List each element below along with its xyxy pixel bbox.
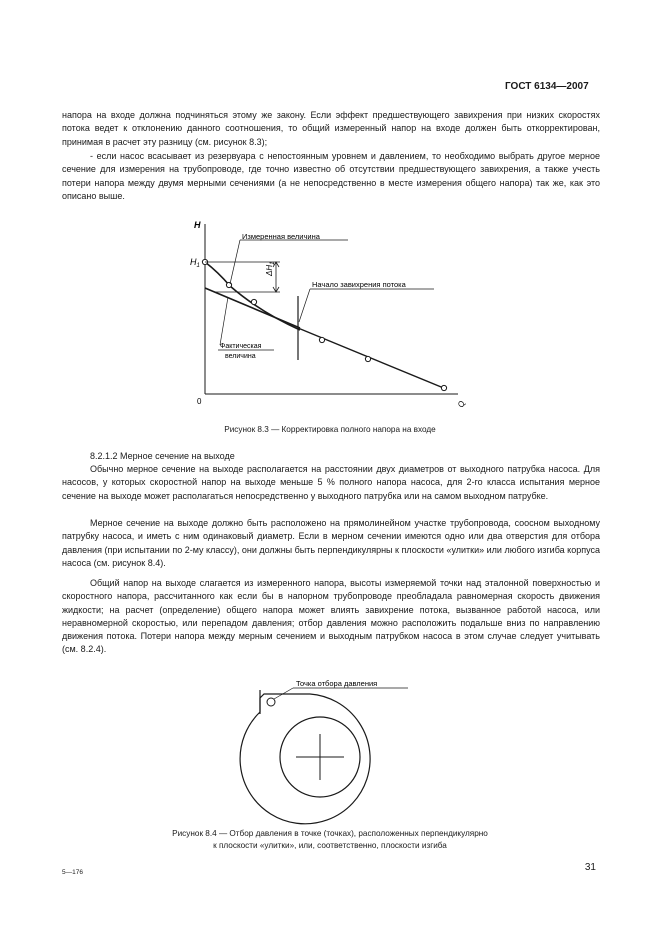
paragraph-outlet-position: Обычно мерное сечение на выходе располагается на расстоянии двух диаметров от выходного патрубка насоса. Для насосов, у которых скоростной напор на выходе меньше 5 % полного напора насоса, для 2-го класса испытания мерное сечение на выходе может располагаться непосредственно у выходного патрубка или на самом выходном патрубке. xyxy=(62,464,600,501)
actual-value-label-2: величина xyxy=(225,353,256,360)
figure-8-4-diagram xyxy=(238,672,428,827)
standard-number: ГОСТ 6134—2007 xyxy=(505,81,589,92)
paragraph-reservoir: - если насос всасывает из резервуара с непостоянным уровнем и давлением, то необходимо выбрать другое мерное сечение для измерения на трубопроводе, где точно известно об отсутствии предшествующего завихрения, а также учесть потери напора между двумя мерными сечениями (а не непосредственно в месте измерения общего напора) так же, как это описано выше. xyxy=(62,151,600,201)
origin-label: 0 xyxy=(197,397,202,406)
common-curve xyxy=(298,328,446,389)
paragraph-total-head: Общий напор на выходе слагается из измеренного напора, высоты измеряемой точки над эталонной поверхностью и скоростного напора, рассчитанного как если бы в напорном трубопроводе преобладала равномерная скорость движения жидкости; на расчет (определение) общего напора может влиять завихрение потока, вызванное работой насоса, или неравномерной скоростью, или перепадом давления; отбор давления можно расположить подальше вниз по направлению движения потока. Потери напора между мерным сечением и выходным патрубком насоса в этом случае следует учитывать (см. 8.2.4). xyxy=(62,578,600,655)
figure-8-4-caption-line-2: к плоскости «улитки», или, соответственно, плоскости изгиба xyxy=(213,841,447,850)
actual-leader xyxy=(220,297,228,345)
figure-8-3-caption: Рисунок 8.3 — Корректировка полного напора на входе xyxy=(224,425,436,434)
data-point xyxy=(319,337,324,342)
section-title: 8.2.1.2 Мерное сечение на выходе xyxy=(90,451,235,461)
data-point xyxy=(441,385,446,390)
figure-8-3-diagram xyxy=(180,212,480,417)
delta-h1-label: $\Delta H_1$ xyxy=(265,261,276,276)
paragraph-outlet-straight: Мерное сечение на выходе должно быть расположено на прямолинейном участке трубопровода, соосном выходному патрубку насоса, и иметь с ним одинаковый диаметр. Если в мерном сечении имеются одно или два отверстия для отбора давления (при испытании по 2-му классу), они должны быть перпендикулярны к плоскости «улитки» или любого изгиба корпуса насоса (см. рисунок 8.4). xyxy=(62,518,600,568)
pressure-tap-point xyxy=(267,698,275,706)
h1-label: $H_1$ xyxy=(190,257,200,269)
swirl-start-label: Начало завихрения потока xyxy=(312,280,406,289)
measured-curve xyxy=(205,262,300,330)
actual-value-label-1: Фактическая xyxy=(220,343,262,350)
page-number: 31 xyxy=(584,862,596,873)
pressure-tap-label: Точка отбора давления xyxy=(296,679,378,688)
actual-line xyxy=(205,288,300,328)
y-axis-label: H xyxy=(194,220,201,230)
print-code: 5—176 xyxy=(62,869,83,876)
swirl-leader xyxy=(299,289,310,322)
measured-value-label: Измеренная величина xyxy=(242,232,320,241)
data-point xyxy=(251,299,256,304)
paragraph-inlet-head: напора на входе должна подчиняться этому же закону. Если эффект предшествующего завихрения при низких скоростях потока ведет к отклонению данного соотношения, то общий измеренный напор на входе должен быть откорректирован, принимая в расчет эту разницу (см. рисунок 8.3); xyxy=(62,110,600,147)
x-axis-label: Q xyxy=(456,400,467,408)
figure-8-4-caption-line-1: Рисунок 8.4 — Отбор давления в точке (точках), расположенных перпендикулярно xyxy=(172,829,488,838)
data-point xyxy=(226,282,231,287)
data-point xyxy=(365,356,370,361)
